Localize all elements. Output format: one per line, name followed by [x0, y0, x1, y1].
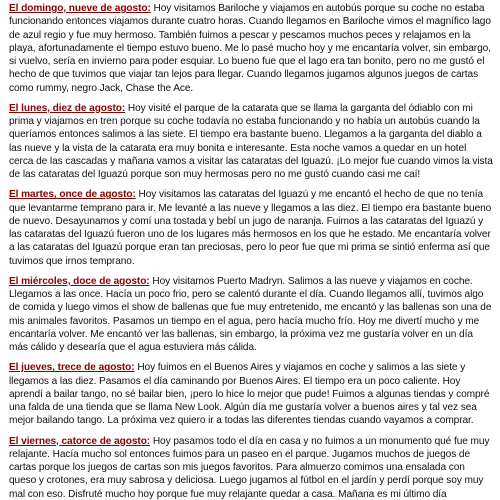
- entry-text-friday: Hoy pasamos todo el día en casa y no fuimos a un monumento qué fue muy relajante. Hacía mucho sol entonces fuimos para un paseo en el parque. Jugamos muchos de juegos de cartas porque los juegos de cartas son mis juegos favoritos. Para almuerzo comimos una ensalada con queso y crotones, era muy sabrosa y deliciosa. Luego jugamos al fútbol en el jardín y perdí porque soy muy mal con eso. Disfruté mucho hoy porque fue muy relajante quedar a casa. Mañana es mi último día: [9, 435, 490, 500]
- journal-entry-tuesday: [9, 188, 493, 268]
- entry-text-wednesday: Hoy visitamos Puerto Madryn. Salimos a las nueve y viajamos en coche. Llegamos a las once. Hacía un poco frio, pero se calentó durante el día. Cuando llegamos allí, tuvimos algo de comida y luego vimos el show de ballenas que fue muy entretenido, me encantó y las ballenas son una de mis animales favoritos. Pasamos un tiempo en el agua, pero hacía mucho frío. Hoy me divertí mucho y me encantaría volver. Me encantó ver las ballenas, sin embargo, la próxima vez me gustaría volver en un día más cálido y desearía que el agua estuviera más cálida.: [9, 275, 492, 353]
- entry-text-thursday: Hoy fuimos en el Buenos Aires y viajamos en coche y salimos a las siete y llegamos a las diez. Pasamos el día caminando por Buenos Aires. El tiempo era un poco caliente. Hoy aprendí a bailar tango, no sé bailar bien, ¡pero lo hice lo mejor que pude! Fuimos a algunas tiendas y compré una falda de una tienda que se llama New Look. Algún día me gustaría volver a buenos aires y tal vez sea mejor bailando tango. La próxima vez quiero ir a todas las diferentes tiendas cuando vayamos a comprar.: [9, 362, 490, 427]
- journal-entry-thursday: [9, 361, 493, 427]
- entry-date-thursday: El jueves, trece de agosto:: [9, 362, 135, 374]
- entry-date-tuesday: El martes, once de agosto:: [9, 189, 136, 201]
- entry-text-sunday: Hoy visitamos Bariloche y viajamos en autobús porque su coche no estaba funcionando entonces viajamos durante cuatro horas. Cuando llegamos en Bariloche vimos el magnífico lago de azul regio y fue muy hermoso. También fuimos a pescar y pescamos muchos peces y relajamos en la playa, afortunadamente el tiempo estuvo bueno. Me lo pasé mucho hoy y me encantaría volver, sin embargo, si vuelvo, sería en invierno para poder esquiar. Lo bueno fue que el lago era tan bonito, pero no me gustó el hecho de que tuvimos que viajar tan lejos para llegar. Cuando llegamos jugamos algunos juegos de cartas como rummy, negro Jack, Chase the Ace.: [9, 3, 491, 94]
- entry-text-tuesday: Hoy visitamos las cataratas del Iguazú y me encantó el hecho de que no tenía que levantarme temprano para ir. Me levanté a las nueve y llegamos a las diez. El tiempo era bastante bueno de nuevo. Desayunamos y comí una tostada y bebí un jugo de naranja. Fuimos a las cataratas del Iguazú y las cataratas del Iguazú fueron uno de los lugares más hermosos en los que he estado. Me encantaría volver a las cataratas del Iguazú porque eran tan preciosas, pero lo peor fue que mi prima se sintió enferma así que tuvimos que irnos temprano.: [9, 189, 492, 267]
- journal-entry-friday: [9, 435, 493, 500]
- journal-entry-sunday: [9, 2, 493, 95]
- journal-entry-wednesday: [9, 275, 493, 355]
- entry-date-sunday: El domingo, nueve de agosto:: [9, 3, 151, 14]
- entry-date-wednesday: El miércoles, doce de agosto:: [9, 275, 150, 287]
- entry-date-friday: El viernes, catorce de agosto:: [9, 435, 151, 447]
- journal-entry-monday: [9, 102, 493, 182]
- entry-text-monday: Hoy visité el parque de la catarata que se llama la garganta del ódiablo con mi prima y viajamos en tren porque su coche todavía no estaba funcionando y no había un autobús cuando la queríamos entonces salimos a las siete. El tiempo era bastante bueno. Llegamos a la garganta del diablo a las nueve y la vista de la catarata era muy bonita e interesante. Esta noche vamos a quedar en un hotel cerca de las cascadas y mañana vamos a visitar las cataratas del Iguazú. ¡Lo mejor fue cuando vimos la vista de las cataratas del Iguazú porque son muy hermosas pero no me gustó cuando casi me caí!: [9, 102, 493, 180]
- entry-date-monday: El lunes, diez de agosto:: [9, 102, 126, 114]
